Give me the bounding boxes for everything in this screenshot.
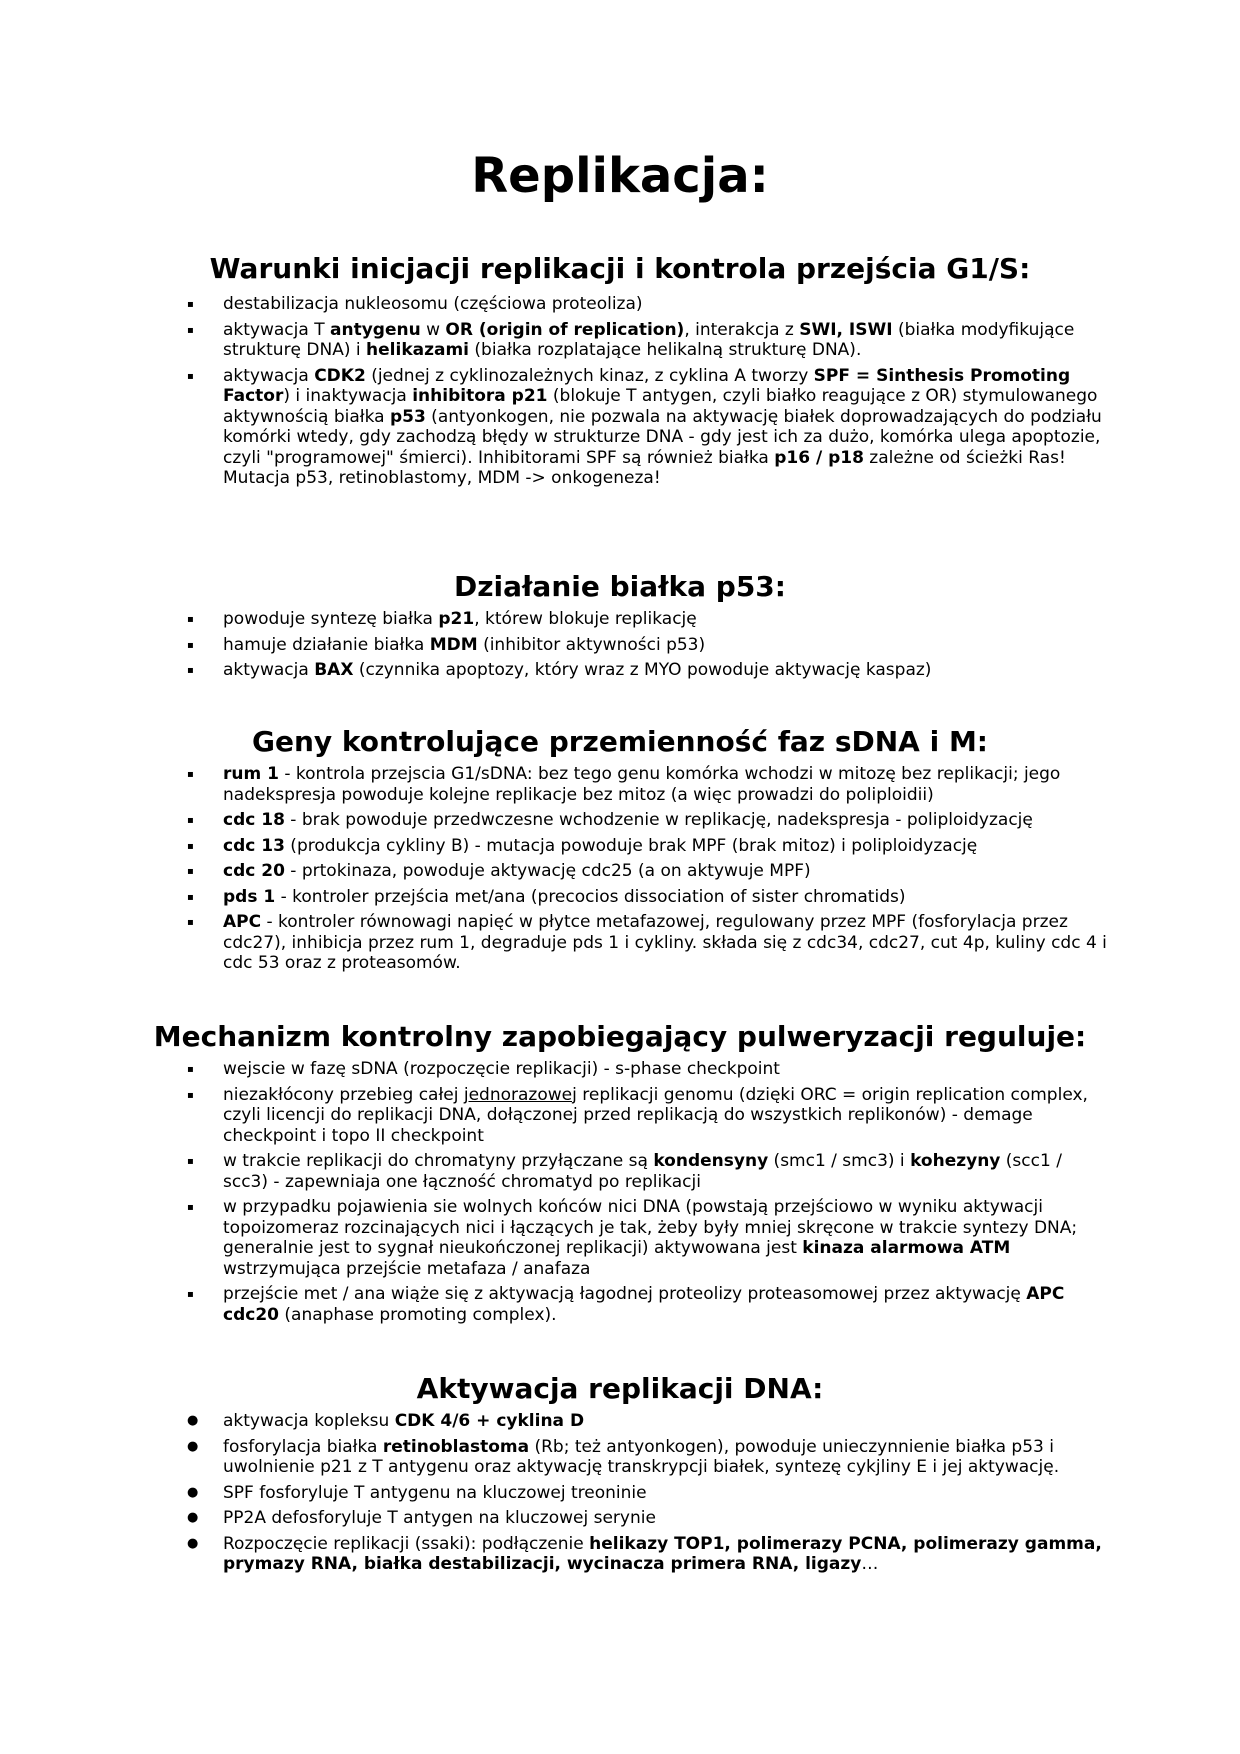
square-bullet-icon: ▪ [187,639,194,651]
square-bullet-icon: ▪ [187,614,194,625]
square-bullet-icon: ▪ [187,1289,194,1300]
list-item: ▪ cdc 18 - brak powoduje przedwczesne wchodzenie w replikację, nadekspresja - poliploidyzację [187,810,1033,830]
section-p53 [0,570,1240,681]
square-bullet-icon: ▪ [187,769,194,780]
section-heading: Mechanizm kontrolny zapobiegający pulweryzacji reguluje: [153,1020,1087,1053]
list-item: ▪ przejście met / ana wiąże się z aktywacją łagodnej proteolizy proteasomowej przez aktywację APC cdc20 (anaphase promoting complex). [187,1284,1065,1325]
section-heading: Geny kontrolujące przemienność faz sDNA i M: [251,725,989,758]
section-heading: Warunki inicjacji replikacji i kontrola przejścia G1/S: [209,252,1031,285]
round-bullet-icon: ● [187,1413,199,1428]
list-item: ● PP2A defosforyluje T antygen na kluczowej serynie [187,1508,656,1528]
section-initiation [0,252,1240,489]
section-activation [0,1372,1240,1575]
list-item: ▪ niezakłócony przebieg całej jednorazowej replikacji genomu (dzięki ORC = origin replication complex, czyli licencji do replikacji DNA, dołączonej przed replikacją do wszystkich replikonów) - demage checkpoint i topo II checkpoint [187,1084,1088,1146]
bullet-list [0,1059,1240,1325]
section-pulverization [0,1020,1240,1325]
list-item: ▪ w przypadku pojawienia sie wolnych końców nici DNA (powstają przejściowo w wyniku aktywacji topoizomeraz rozcinających nici i łączących je tak, żeby były mniej skręcone w trakcie syntezy DNA; generalnie jest to sygnał nieukończonej replikacji) aktywowana jest kinaza alarmowa ATM wstrzymująca przejście metafaza / anafaza [187,1197,1078,1279]
list-item: ▪ powoduje syntezę białka p21, którew blokuje replikację [187,609,697,629]
square-bullet-icon: ▪ [187,891,194,903]
square-bullet-icon: ▪ [187,665,194,676]
list-item: ▪ rum 1 - kontrola przejscia G1/sDNA: bez tego genu komórka wchodzi w mitozę bez replikacji; jego nadekspresja powoduje kolejne replikacje bez mitoz (a więc prowadzi do poliploidii) [187,764,1061,805]
square-bullet-icon: ▪ [187,1156,194,1167]
square-bullet-icon: ▪ [187,370,194,382]
section-heading: Działanie białka p53: [454,570,786,603]
list-item: ▪ aktywacja T antygenu w OR (origin of replication), interakcja z SWI, ISWI (białka modyfikujące strukturę DNA) i helikazami (białka rozplatające helikalną strukturę DNA). [187,319,1075,360]
list-item: ▪ aktywacja BAX (czynnika apoptozy, który wraz z MYO powoduje aktywację kaspaz) [187,660,932,680]
bullet-list [0,294,1240,489]
bullet-list [0,1411,1240,1575]
list-item: ▪ APC - kontroler równowagi napięć w płytce metafazowej, regulowany przez MPF (fosforylacja przez cdc27), inhibicja przez rum 1, degraduje pds 1 i cykliny. składa się z cdc34, cdc27, cut 4p, kuliny cdc 4 i cdc 53 oraz z proteasomów. [187,912,1107,973]
bullet-list [0,764,1240,974]
list-item: ● SPF fosforyluje T antygenu na kluczowej treoninie [187,1482,647,1503]
list-item: ▪ hamuje działanie białka MDM (inhibitor aktywności p53) [187,634,706,655]
square-bullet-icon: ▪ [187,840,194,852]
square-bullet-icon: ▪ [187,815,194,826]
list-item: ▪ aktywacja CDK2 (jednej z cyklinozależnych kinaz, z cyklina A tworzy SPF = Sinthesis Promoting Factor) i inaktywacja inhibitora p21 (blokuje T antygen, czyli białko reagujące z OR) stymulowanego aktywnością białka p53 (antyonkogen, nie pozwala na aktywację białek doprowadzających do podziału komórki wtedy, gdy zachodzą błędy w strukturze DNA - gdy jest ich za dużo, komórka ulega apoptozie, czyli "programowej" śmierci). Inhibitorami SPF są również białka p16 / p18 zależne od ścieżki Ras! Mutacja p53, retinoblastomy, MDM -> onkogeneza! [187,365,1102,488]
list-item: ▪ destabilizacja nukleosomu (częściowa proteoliza) [187,294,643,314]
list-item: ▪ w trakcie replikacji do chromatyny przyłączane są kondensyny (smc1 / smc3) i kohezyny (scc1 / scc3) - zapewniaja one łączność chromatyd po replikacji [187,1151,1062,1192]
list-item: ● Rozpoczęcie replikacji (ssaki): podłączenie helikazy TOP1, polimerazy PCNA, polimerazy gamma, prymazy RNA, białka destabilizacji, wycinacza primera RNA, ligazy… [187,1533,1102,1574]
list-item: ▪ cdc 20 - prtokinaza, powoduje aktywację cdc25 (a on aktywuje MPF) [187,861,811,881]
square-bullet-icon: ▪ [187,1202,194,1213]
round-bullet-icon: ● [187,1484,199,1500]
list-item: ▪ wejscie w fazę sDNA (rozpoczęcie replikacji) - s-phase checkpoint [187,1059,780,1079]
square-bullet-icon: ▪ [187,324,194,336]
page-title: Replikacja: [471,148,769,204]
square-bullet-icon: ▪ [187,866,194,877]
square-bullet-icon: ▪ [187,299,194,310]
section-genes [0,725,1240,974]
list-item: ● aktywacja kopleksu CDK 4/6 + cyklina D [187,1411,585,1431]
round-bullet-icon: ● [187,1535,199,1551]
square-bullet-icon: ▪ [187,917,194,928]
list-item: ▪ pds 1 - kontroler przejścia met/ana (precocios dissociation of sister chromatids) [187,886,906,907]
square-bullet-icon: ▪ [187,1064,194,1075]
list-item: ● fosforylacja białka retinoblastoma (Rb; też antyonkogen), powoduje unieczynnienie białka p53 i uwolnienie p21 z T antygenu oraz aktywację transkrypcji białek, syntezę cykjliny E i jej aktywację. [187,1436,1060,1477]
list-item: ▪ cdc 13 (produkcja cykliny B) - mutacja powoduje brak MPF (brak mitoz) i poliploidyzację [187,835,978,856]
bullet-list [0,609,1240,681]
round-bullet-icon: ● [187,1510,199,1525]
square-bullet-icon: ▪ [187,1089,194,1101]
section-heading: Aktywacja replikacji DNA: [416,1372,824,1405]
round-bullet-icon: ● [187,1438,199,1454]
